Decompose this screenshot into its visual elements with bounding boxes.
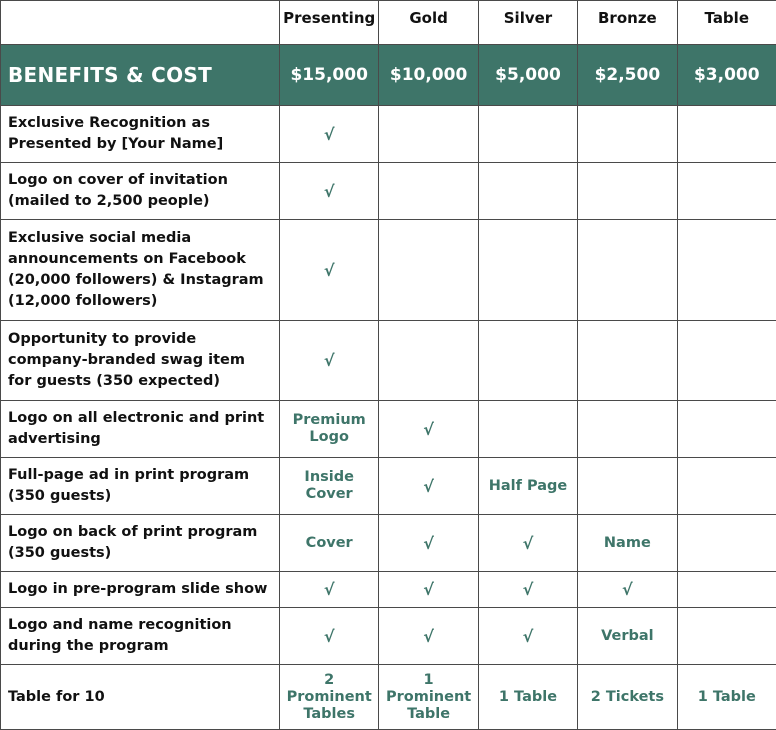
tier-header-silver: Silver [478,1,577,45]
check-icon: √ [280,163,379,220]
empty-cell [677,608,776,665]
table-row [1,321,776,401]
table-row [1,515,776,572]
empty-cell [677,106,776,163]
check-icon: √ [379,515,478,572]
benefit-value: 1 Table [677,665,776,730]
benefit-label: Logo and name recognition during the program [1,608,280,665]
benefit-label: Logo in pre-program slide show [1,572,280,608]
check-icon: √ [280,106,379,163]
check-icon: √ [478,608,577,665]
check-icon: √ [379,608,478,665]
benefit-label: Logo on back of print program (350 guests) [1,515,280,572]
empty-cell [677,458,776,515]
price-table: $3,000 [677,45,776,106]
empty-cell [578,106,677,163]
benefit-value: Half Page [478,458,577,515]
empty-cell [677,220,776,321]
empty-cell [677,401,776,458]
price-row [1,45,776,106]
table-row [1,665,776,730]
tier-header-row [1,1,776,45]
benefit-label: Table for 10 [1,665,280,730]
empty-cell [478,220,577,321]
empty-cell [578,163,677,220]
tier-header-table: Table [677,1,776,45]
table-row [1,163,776,220]
benefit-value: 1 Prominent Table [379,665,478,730]
check-icon: √ [379,572,478,608]
tier-header-bronze: Bronze [578,1,677,45]
tier-header-presenting: Presenting [280,1,379,45]
benefit-value: Inside Cover [280,458,379,515]
table-row [1,572,776,608]
benefit-label: Logo on cover of invitation (mailed to 2,500 people) [1,163,280,220]
price-silver: $5,000 [478,45,577,106]
empty-cell [379,321,478,401]
table-row [1,401,776,458]
empty-cell [677,321,776,401]
benefit-label: Exclusive Recognition as Presented by [Your Name] [1,106,280,163]
benefit-rows [1,106,776,730]
check-icon: √ [478,515,577,572]
empty-cell [677,163,776,220]
check-icon: √ [578,572,677,608]
table-row [1,458,776,515]
benefit-value: Cover [280,515,379,572]
empty-cell [478,106,577,163]
empty-cell [379,106,478,163]
benefit-value: Name [578,515,677,572]
check-icon: √ [379,458,478,515]
table-row [1,106,776,163]
benefit-label: Full-page ad in print program (350 guests) [1,458,280,515]
empty-cell [478,163,577,220]
table-row [1,608,776,665]
price-bronze: $2,500 [578,45,677,106]
benefits-cost-title: BENEFITS & COST [1,45,280,106]
benefit-value: 1 Table [478,665,577,730]
empty-cell [578,220,677,321]
empty-cell [578,321,677,401]
empty-cell [379,163,478,220]
empty-cell [578,458,677,515]
check-icon: √ [280,572,379,608]
empty-cell [478,321,577,401]
tier-header-gold: Gold [379,1,478,45]
benefit-value: Verbal [578,608,677,665]
benefit-label: Exclusive social media announcements on Facebook (20,000 followers) & Instagram (12,000 followers) [1,220,280,321]
benefit-label: Opportunity to provide company-branded swag item for guests (350 expected) [1,321,280,401]
price-gold: $10,000 [379,45,478,106]
check-icon: √ [478,572,577,608]
check-icon: √ [280,321,379,401]
check-icon: √ [280,608,379,665]
benefit-label: Logo on all electronic and print advertising [1,401,280,458]
price-presenting: $15,000 [280,45,379,106]
empty-cell [578,401,677,458]
check-icon: √ [280,220,379,321]
empty-cell [478,401,577,458]
benefit-value: Premium Logo [280,401,379,458]
benefit-value: 2 Tickets [578,665,677,730]
check-icon: √ [379,401,478,458]
empty-cell [379,220,478,321]
blank-header-cell [1,1,280,45]
table-row [1,220,776,321]
empty-cell [677,572,776,608]
empty-cell [677,515,776,572]
benefit-value: 2 Prominent Tables [280,665,379,730]
